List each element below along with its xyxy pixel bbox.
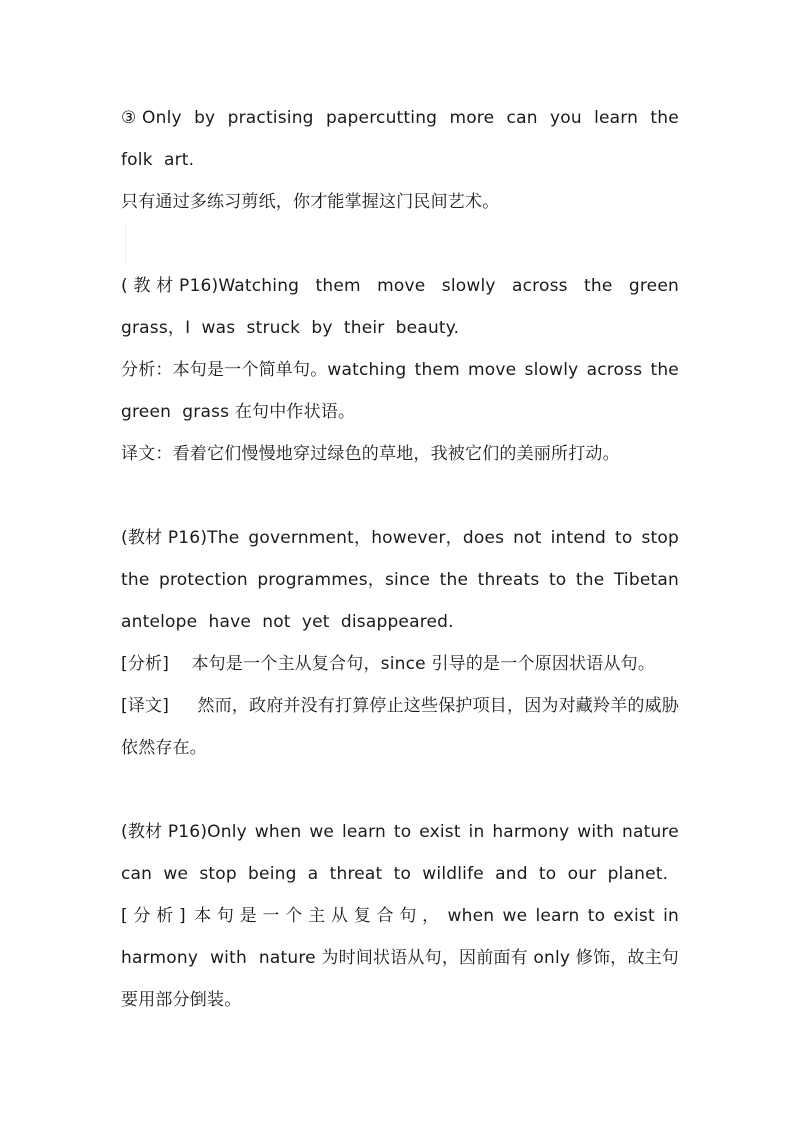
word: harmony [492,822,570,842]
word: learn [535,906,580,926]
word: we [309,822,335,842]
text-line [121,694,679,718]
word: to [615,528,633,548]
text-line: 译文：看着它们慢慢地穿过绿色的草地，我被它们的美丽所打动。 [121,444,620,464]
text-line: green grass 在句中作状语。 [121,402,356,422]
text-line: 只有通过多练习剪纸，你才能掌握这门民间艺术。 [121,192,500,212]
word: Tibetan [613,570,679,590]
word: when [447,906,495,926]
word: the [575,570,605,590]
text-line: 依然存在。 [121,738,207,758]
word: practising [227,108,314,128]
text-line: folk art. [121,150,195,170]
word: to [587,906,606,926]
word: to [393,822,412,842]
text-line [121,946,679,970]
word: nature 为时间状语从句，因前面有 only 修饰，故主句 [258,948,679,968]
word: (教材 P16)The [121,528,240,548]
text-line [121,820,679,844]
text-line [121,274,679,298]
text-line [121,904,679,928]
word: the [650,108,679,128]
text-line [121,526,679,550]
word: learn [341,822,387,842]
word: stop [641,528,679,548]
word: the [584,276,613,296]
word: them [315,276,361,296]
text-line: 要用部分倒装。 [121,990,242,1010]
text-line [121,568,679,592]
word: exist [419,822,461,842]
word: by [194,108,216,128]
word: [ 分 析 ] [121,906,186,926]
word: 本 句 是 一 个 主 从 复 合 句 ， [194,906,440,926]
word: not [513,528,542,548]
word: move [377,276,426,296]
word: you [549,108,582,128]
word: 分析：本句是一个简单句。watching [121,360,407,380]
text-line: can we stop being a threat to wildlife and to our planet. [121,864,669,884]
word: threats [477,570,540,590]
word: move [468,360,517,380]
text-line [121,106,679,130]
word: the [439,570,469,590]
word: when [254,822,302,842]
word: [译文] [121,696,170,716]
word: the [650,360,679,380]
word: in [663,906,679,926]
word: government，however，does [248,528,505,548]
word: papercutting [325,108,438,128]
word: the [121,570,150,590]
word: slowly [441,276,496,296]
word: (教材 P16)Only [121,822,247,842]
text-line [121,358,679,382]
word: exist [613,906,655,926]
word: slowly [524,360,579,380]
word: green [628,276,679,296]
word: we [502,906,528,926]
text-line: [分析] 本句是一个主从复合句，since 引导的是一个原因状语从句。 [121,654,656,674]
word: ( 教 材 P16)Watching [121,276,300,296]
word: across [511,276,568,296]
word: intend [550,528,607,548]
word: programmes，since [257,570,431,590]
word: protection [158,570,248,590]
text-line: grass，I was struck by their beauty. [121,318,460,338]
word: nature [622,822,679,842]
word: to [548,570,567,590]
word: ③ Only [121,108,182,128]
text-line: antelope have not yet disappeared. [121,612,454,632]
word: them [414,360,460,380]
word: learn [594,108,639,128]
word: 然而，政府并没有打算停止这些保护项目，因为对藏羚羊的威胁 [197,696,679,716]
scan-artifact-line [125,222,126,264]
word: in [468,822,485,842]
word: with [577,822,615,842]
word: can [506,108,538,128]
word: more [449,108,495,128]
word: with [210,948,247,968]
word: across [586,360,643,380]
word: harmony [121,948,199,968]
